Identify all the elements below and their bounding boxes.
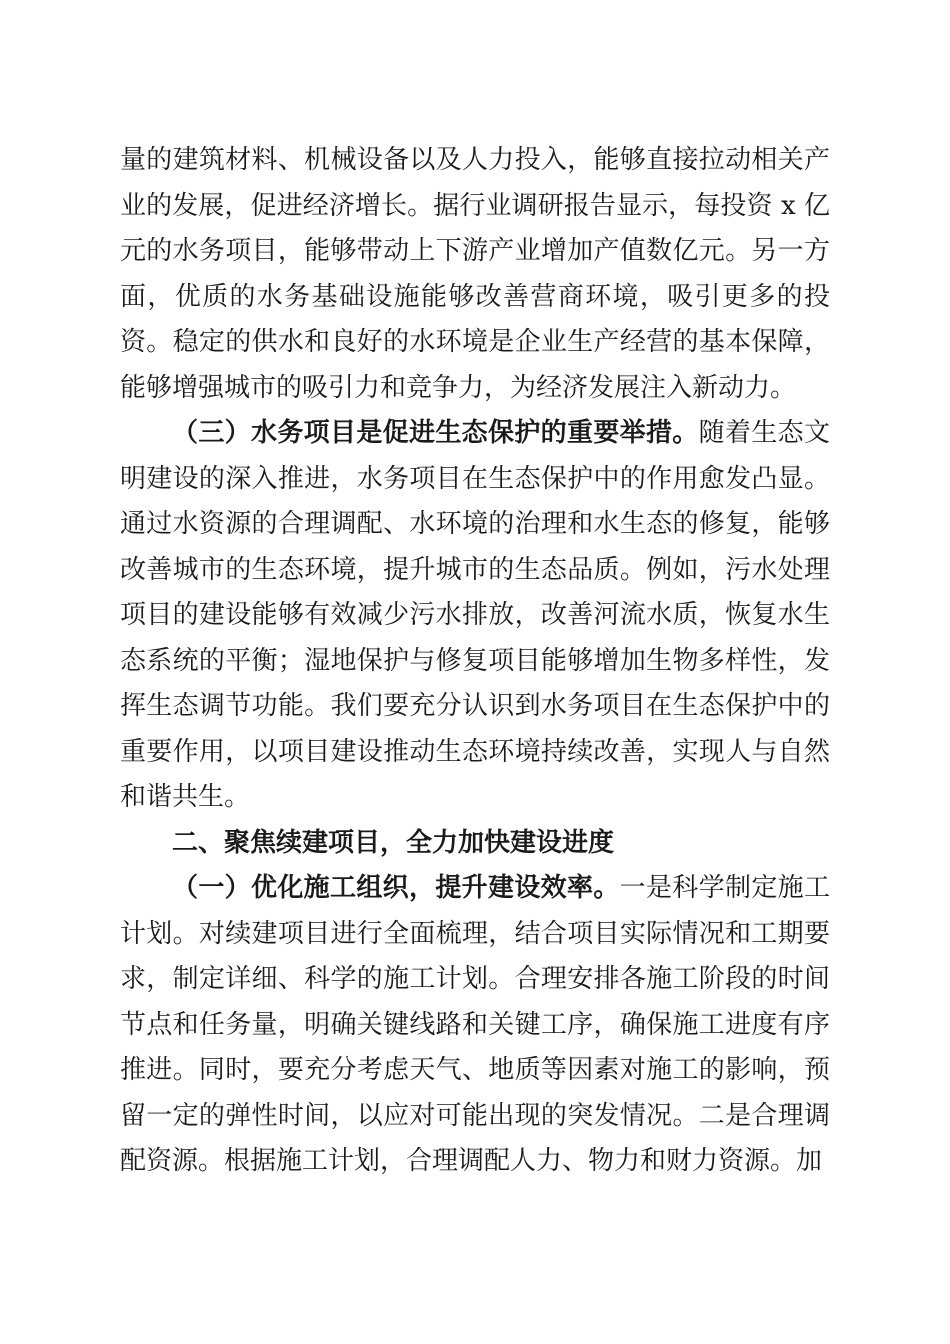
- subheading-construction: （一）优化施工组织，提升建设效率。: [172, 873, 620, 903]
- paragraph-construction-body: 一是科学制定施工计划。对续建项目进行全面梳理，结合项目实际情况和工期要求，制定详细、科学的施工计划。合理安排各施工阶段的时间节点和任务量，明确关键线路和关键工序，确保施工进度有序推进。同时，要充分考虑天气、地质等因素对施工的影响，预留一定的弹性时间，以应对可能出现的突发情况。二是合理调配资源。根据施工计划，合理调配人力、物力和财力资源。加: [120, 873, 830, 1176]
- section-heading-2: 二、聚焦续建项目，全力加快建设进度: [172, 827, 615, 858]
- subheading-ecology: （三）水务项目是促进生态保护的重要举措。: [172, 418, 699, 448]
- paragraph-economy: 量的建筑材料、机械设备以及人力投入，能够直接拉动相关产业的发展，促进经济增长。据行业调研报告显示，每投资 x 亿元的水务项目，能够带动上下游产业增加产值数亿元。另一方面，优质的水务基础设施能够改善营商环境，吸引更多的投资。稳定的供水和良好的水环境是企业生产经营的基本保障，能够增强城市的吸引力和竞争力，为经济发展注入新动力。: [120, 145, 830, 403]
- paragraph-ecology: [120, 411, 830, 821]
- paragraph-construction: [120, 866, 830, 1185]
- document-page: [120, 138, 830, 1185]
- paragraph-ecology-body: 随着生态文明建设的深入推进，水务项目在生态保护中的作用愈发凸显。通过水资源的合理调配、水环境的治理和水生态的修复，能够改善城市的生态环境，提升城市的生态品质。例如，污水处理项目的建设能够有效减少污水排放，改善河流水质，恢复水生态系统的平衡；湿地保护与修复项目能够增加生物多样性，发挥生态调节功能。我们要充分认识到水务项目在生态保护中的重要作用，以项目建设推动生态环境持续改善，实现人与自然和谐共生。: [120, 418, 830, 812]
